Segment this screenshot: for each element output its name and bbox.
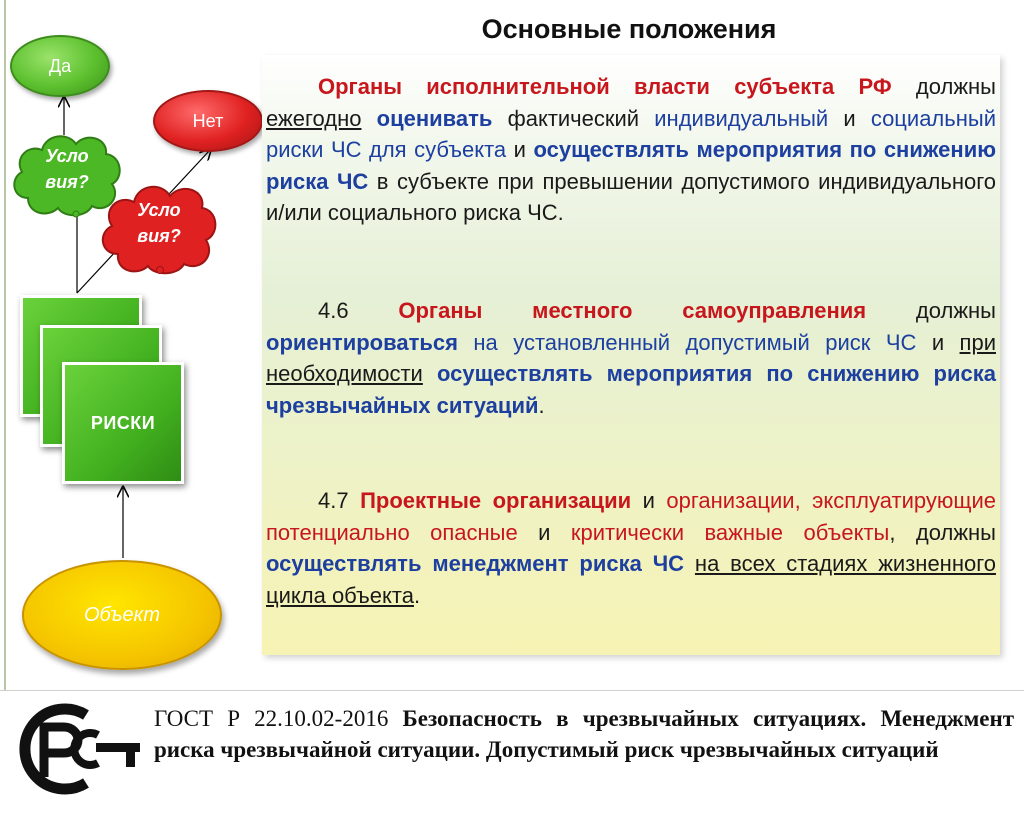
p2-number: 4.6	[318, 298, 399, 323]
p3-and-b: и	[517, 519, 571, 545]
p3-and-a: и	[631, 488, 667, 513]
p2-if-necessary: при необходимости	[266, 329, 996, 386]
p1-measures: осуществлять мероприятия по снижению риска ЧС	[266, 137, 997, 194]
p3-period: .	[413, 582, 421, 608]
object-label: Объект	[83, 604, 160, 626]
p1-text-c: в субъекте при превышении допустимого индивидуального и/или социального риска ЧС.	[266, 168, 997, 225]
condition-cloud-red	[96, 178, 222, 278]
p2-orient: ориентироваться	[266, 329, 458, 355]
p1-and-b: и	[506, 137, 534, 162]
risk-card-front	[62, 362, 184, 484]
gost-title: Безопасность в чрезвычайных ситуациях. Менеджмент риска чрезвычайной ситуации. Допустимый риск чрезвычайных ситуаций	[154, 706, 1014, 762]
page-title: Основные положения	[481, 14, 777, 44]
p3-design-orgs: Проектные организации	[360, 488, 632, 513]
p1-individual: индивидуальный	[654, 105, 829, 131]
p2-space-a	[458, 330, 473, 355]
p3-number: 4.7	[318, 488, 361, 513]
p1-annually: ежегодно	[266, 105, 362, 131]
condition-green-line2: вия?	[45, 172, 89, 192]
p1-subject: Органы исполнительной власти субъекта РФ	[318, 74, 892, 99]
gost-number: ГОСТ Р 22.10.02-2016	[154, 706, 403, 731]
p3-lifecycle: на всех стадиях жизненного цикла объекта	[266, 551, 996, 608]
object-node	[22, 560, 222, 670]
p1-assess: оценивать	[376, 105, 493, 131]
gost-reference	[154, 703, 1014, 765]
risks-label: РИСКИ	[90, 413, 156, 433]
footer	[0, 690, 1024, 813]
paragraph-4-6	[266, 295, 996, 421]
condition-red-line1: Усло	[137, 200, 181, 220]
p1-and-a: и	[828, 105, 871, 131]
no-label: Нет	[192, 111, 224, 131]
p2-acceptable-risk: на установленный допустимый риск ЧС	[473, 329, 917, 355]
p3-operating-orgs: организации, эксплуатирующие потенциально опасные	[266, 488, 997, 545]
rst-logo-icon	[14, 699, 144, 799]
p2-period: .	[538, 392, 545, 418]
p3-text-a: , должны	[889, 519, 996, 545]
p1-text-b: фактический	[492, 105, 655, 131]
paragraph-4-7	[266, 485, 996, 611]
condition-green-line1: Усло	[45, 146, 89, 166]
yes-label: Да	[48, 56, 72, 76]
p1-social-risks: социальный риски ЧС для субъекта	[266, 105, 996, 162]
p3-critical-objects: критически важные объекты	[570, 519, 890, 545]
no-node	[153, 90, 263, 152]
main-content-panel	[262, 55, 1000, 655]
p2-and: и	[916, 329, 960, 355]
paragraph-regional-authorities	[266, 71, 996, 229]
p2-measures: осуществлять мероприятия по снижению риска чрезвычайных ситуаций	[266, 361, 996, 418]
risk-diagram	[0, 0, 250, 690]
p1-space-a	[361, 106, 376, 131]
p3-risk-management: осуществлять менеджмент риска ЧС	[266, 551, 685, 576]
condition-red-line2: вия?	[137, 226, 181, 246]
svg-text:РСТ: РСТ	[14, 699, 16, 700]
p2-text-a: должны	[866, 298, 996, 323]
p2-subject: Органы местного самоуправления	[398, 298, 867, 323]
yes-node	[10, 35, 110, 97]
p3-space	[684, 551, 695, 576]
p2-space-b	[423, 361, 437, 386]
p1-text-a: должны	[891, 74, 996, 99]
